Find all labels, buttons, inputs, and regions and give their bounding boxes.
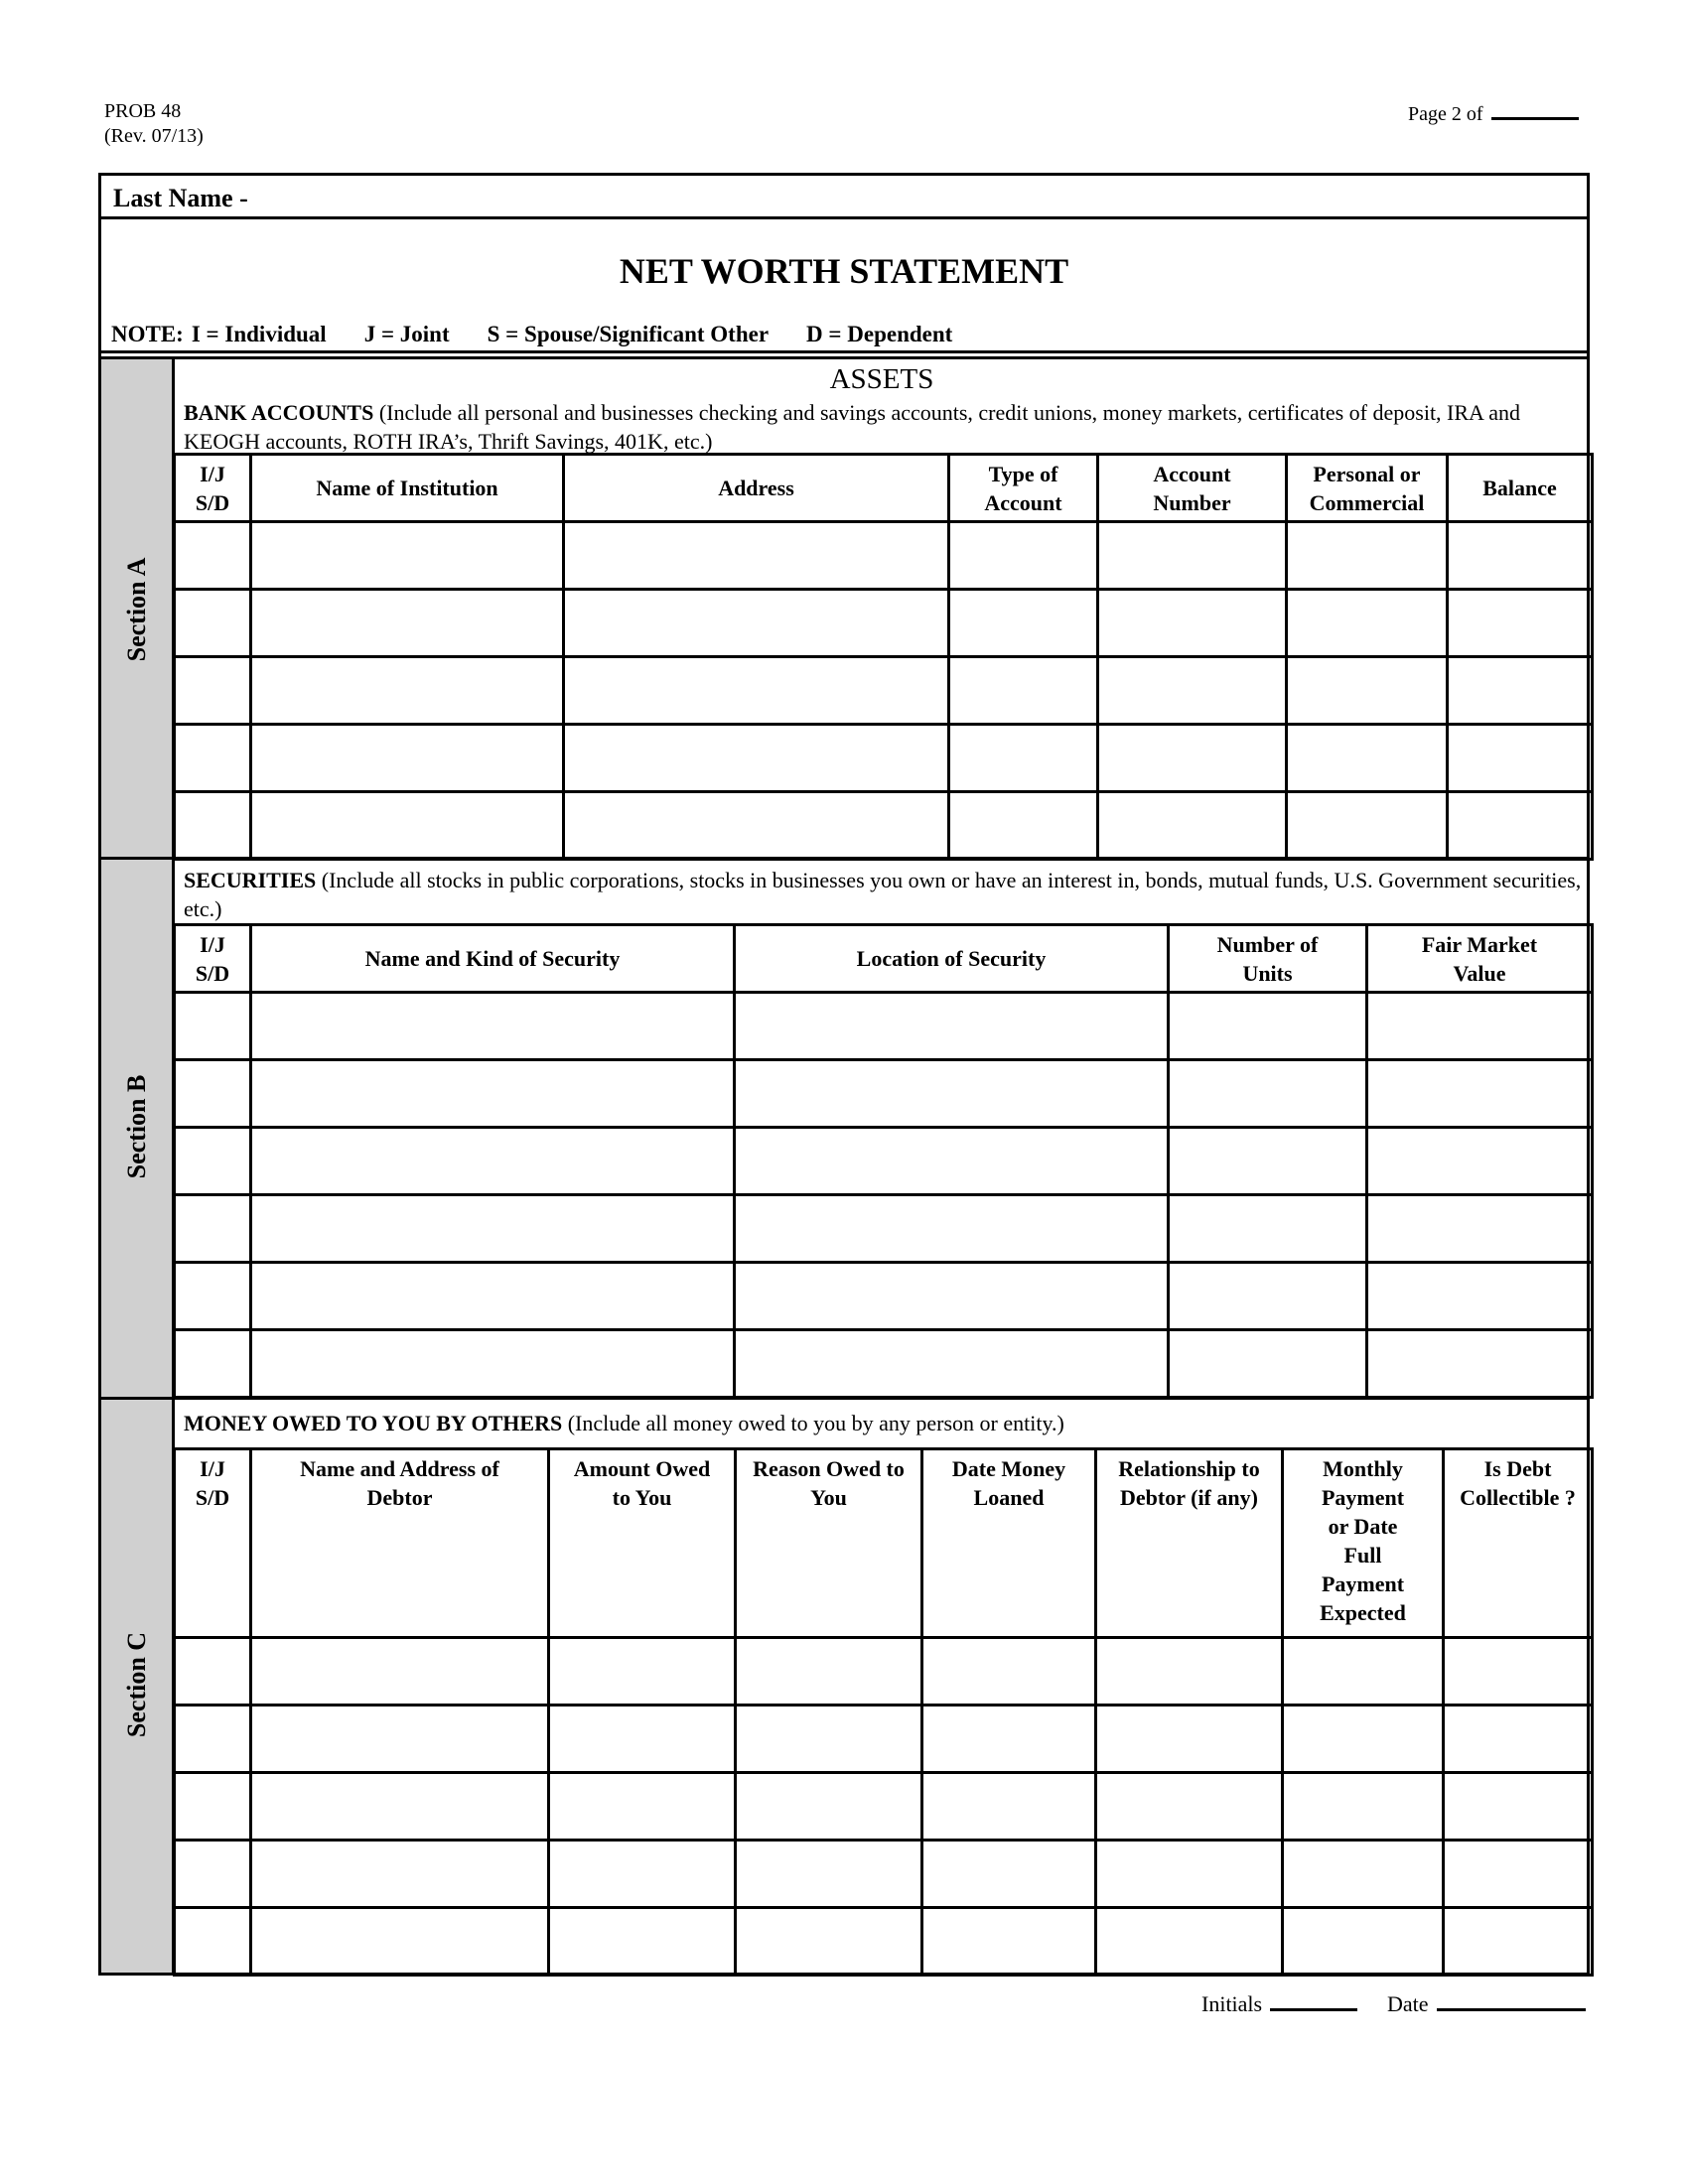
cell[interactable]: [251, 1841, 549, 1908]
table-row: [175, 1841, 1593, 1908]
cell[interactable]: [1367, 993, 1593, 1060]
cell[interactable]: [1096, 1706, 1283, 1773]
table-row: [175, 522, 1593, 590]
assets-heading: ASSETS: [829, 363, 934, 395]
cell[interactable]: [175, 1330, 251, 1398]
table-row: [175, 1195, 1593, 1263]
cell[interactable]: [251, 993, 735, 1060]
cell[interactable]: [949, 657, 1098, 725]
cell[interactable]: [735, 1263, 1169, 1330]
col-amount-owed: Amount Owed to You: [549, 1449, 736, 1638]
table-row: [175, 1330, 1593, 1398]
cell[interactable]: [949, 590, 1098, 657]
cell[interactable]: [549, 1841, 736, 1908]
table-row: [175, 792, 1593, 860]
col-ijsd: I/J S/D: [175, 925, 251, 993]
last-name-label: Last Name -: [113, 184, 248, 212]
col-account-number: Account Number: [1098, 455, 1287, 522]
legend-note: [111, 322, 990, 347]
cell[interactable]: [564, 725, 949, 792]
cell[interactable]: [251, 1706, 549, 1773]
initials-field[interactable]: [1270, 1990, 1357, 2011]
cell[interactable]: [175, 725, 251, 792]
section-c-intro: [184, 1409, 1584, 1437]
section-a-heading: BANK ACCOUNTS: [184, 400, 374, 425]
section-c-label: Section C: [122, 1631, 151, 1738]
cell[interactable]: [1096, 1638, 1283, 1706]
table-header-row: [175, 925, 1593, 993]
date-block: [1387, 1990, 1586, 2017]
legend-item: S = Spouse/Significant Other: [487, 322, 770, 346]
table-row: [175, 725, 1593, 792]
table-header-row: [175, 1449, 1593, 1638]
divider: [98, 216, 1590, 219]
section-b-instructions: (Include all stocks in public corporations, stocks in businesses you own or have an interest in, bonds, mutual funds, U.S. Government securities, etc.): [184, 868, 1582, 921]
legend-item: I = Individual: [191, 322, 327, 346]
cell[interactable]: [736, 1638, 922, 1706]
table-row: [175, 1128, 1593, 1195]
cell[interactable]: [549, 1773, 736, 1841]
cell[interactable]: [251, 590, 564, 657]
cell[interactable]: [175, 657, 251, 725]
cell[interactable]: [1098, 522, 1287, 590]
cell[interactable]: [564, 522, 949, 590]
table-row: [175, 1060, 1593, 1128]
cell[interactable]: [1444, 1841, 1593, 1908]
cell[interactable]: [1367, 1128, 1593, 1195]
cell[interactable]: [251, 1263, 735, 1330]
table-row: [175, 1263, 1593, 1330]
cell[interactable]: [735, 1060, 1169, 1128]
cell[interactable]: [1098, 590, 1287, 657]
cell[interactable]: [251, 1195, 735, 1263]
table-row: [175, 993, 1593, 1060]
cell[interactable]: [175, 590, 251, 657]
cell[interactable]: [251, 725, 564, 792]
cell[interactable]: [1287, 522, 1448, 590]
section-b-intro: [184, 866, 1584, 923]
cell[interactable]: [1448, 590, 1593, 657]
cell[interactable]: [175, 1195, 251, 1263]
col-address: Address: [564, 455, 949, 522]
cell[interactable]: [922, 1773, 1096, 1841]
col-debt-collectible: Is Debt Collectible ?: [1444, 1449, 1593, 1638]
total-pages-field[interactable]: [1491, 99, 1579, 120]
cell[interactable]: [1169, 1263, 1367, 1330]
cell[interactable]: [251, 1128, 735, 1195]
cell[interactable]: [1098, 792, 1287, 860]
cell[interactable]: [1169, 1195, 1367, 1263]
cell[interactable]: [922, 1706, 1096, 1773]
cell[interactable]: [922, 1841, 1096, 1908]
cell[interactable]: [1448, 657, 1593, 725]
section-a-instructions: (Include all personal and businesses checking and savings accounts, credit unions, money markets, certificates of deposit, IRA and KEOGH accounts, ROTH IRA’s, Thrift Savings, 401K, etc.): [184, 400, 1520, 454]
last-name-field[interactable]: [288, 179, 1579, 214]
cell[interactable]: [1444, 1638, 1593, 1706]
cell[interactable]: [175, 1841, 251, 1908]
date-field[interactable]: [1437, 1990, 1586, 2011]
cell[interactable]: [251, 1908, 549, 1976]
cell[interactable]: [251, 1638, 549, 1706]
page-title: NET WORTH STATEMENT: [619, 251, 1069, 291]
bank-accounts-table: [173, 453, 1594, 861]
col-fair-market-value: Fair Market Value: [1367, 925, 1593, 993]
cell[interactable]: [735, 1128, 1169, 1195]
cell[interactable]: [1096, 1908, 1283, 1976]
cell[interactable]: [735, 1195, 1169, 1263]
cell[interactable]: [949, 792, 1098, 860]
cell[interactable]: [922, 1908, 1096, 1976]
section-a-label: Section A: [122, 557, 151, 662]
section-b-heading: SECURITIES: [184, 868, 317, 892]
cell[interactable]: [251, 792, 564, 860]
cell[interactable]: [175, 1908, 251, 1976]
securities-table: [173, 923, 1594, 1399]
col-debtor-name-address: Name and Address of Debtor: [251, 1449, 549, 1638]
cell[interactable]: [1367, 1330, 1593, 1398]
table-row: [175, 1638, 1593, 1706]
cell[interactable]: [1096, 1773, 1283, 1841]
money-owed-table: [173, 1447, 1594, 1977]
section-a-intro: [184, 398, 1584, 456]
cell[interactable]: [1287, 725, 1448, 792]
col-ijsd: I/J S/D: [175, 1449, 251, 1638]
cell[interactable]: [736, 1841, 922, 1908]
col-number-of-units: Number of Units: [1169, 925, 1367, 993]
cell[interactable]: [549, 1908, 736, 1976]
section-c-instructions: (Include all money owed to you by any person or entity.): [562, 1411, 1064, 1435]
cell[interactable]: [175, 792, 251, 860]
col-institution-name: Name of Institution: [251, 455, 564, 522]
table-header-row: [175, 455, 1593, 522]
cell[interactable]: [1444, 1773, 1593, 1841]
cell[interactable]: [1169, 1128, 1367, 1195]
cell[interactable]: [1283, 1841, 1444, 1908]
col-reason-owed: Reason Owed to You: [736, 1449, 922, 1638]
table-row: [175, 657, 1593, 725]
form-revision: (Rev. 07/13): [104, 125, 204, 147]
cell[interactable]: [1448, 522, 1593, 590]
col-security-location: Location of Security: [735, 925, 1169, 993]
cell[interactable]: [1283, 1773, 1444, 1841]
cell[interactable]: [564, 590, 949, 657]
form-id-block: [104, 99, 204, 149]
cell[interactable]: [175, 993, 251, 1060]
cell[interactable]: [251, 1330, 735, 1398]
cell[interactable]: [1448, 725, 1593, 792]
col-security-name: Name and Kind of Security: [251, 925, 735, 993]
cell[interactable]: [1283, 1638, 1444, 1706]
cell[interactable]: [251, 657, 564, 725]
date-label: Date: [1387, 1991, 1429, 2016]
form-id: PROB 48: [104, 100, 182, 122]
cell[interactable]: [1169, 1330, 1367, 1398]
divider: [98, 350, 1590, 353]
col-ijsd: I/J S/D: [175, 455, 251, 522]
cell[interactable]: [1096, 1841, 1283, 1908]
cell[interactable]: [1098, 725, 1287, 792]
cell[interactable]: [1444, 1908, 1593, 1976]
cell[interactable]: [1098, 657, 1287, 725]
col-personal-commercial: Personal or Commercial: [1287, 455, 1448, 522]
cell[interactable]: [251, 522, 564, 590]
cell[interactable]: [1367, 1195, 1593, 1263]
cell[interactable]: [922, 1638, 1096, 1706]
cell[interactable]: [1367, 1060, 1593, 1128]
cell[interactable]: [175, 1706, 251, 1773]
cell[interactable]: [1287, 792, 1448, 860]
cell[interactable]: [549, 1706, 736, 1773]
cell[interactable]: [549, 1638, 736, 1706]
cell[interactable]: [564, 792, 949, 860]
col-date-loaned: Date Money Loaned: [922, 1449, 1096, 1638]
cell[interactable]: [175, 1060, 251, 1128]
divider: [98, 356, 1590, 359]
col-relationship: Relationship to Debtor (if any): [1096, 1449, 1283, 1638]
section-c-heading: MONEY OWED TO YOU BY OTHERS: [184, 1411, 563, 1435]
cell[interactable]: [1169, 993, 1367, 1060]
col-account-type: Type of Account: [949, 455, 1098, 522]
cell[interactable]: [1169, 1060, 1367, 1128]
cell[interactable]: [949, 522, 1098, 590]
legend-prefix: NOTE:: [111, 322, 184, 346]
cell[interactable]: [251, 1773, 549, 1841]
cell[interactable]: [1287, 657, 1448, 725]
cell[interactable]: [736, 1908, 922, 1976]
cell[interactable]: [736, 1773, 922, 1841]
initials-block: [1201, 1990, 1357, 2017]
cell[interactable]: [175, 1773, 251, 1841]
page-label: Page 2 of: [1408, 103, 1483, 125]
cell[interactable]: [949, 725, 1098, 792]
cell[interactable]: [175, 1128, 251, 1195]
col-payment-expected: Monthly Payment or Date Full Payment Expected: [1283, 1449, 1444, 1638]
cell[interactable]: [1448, 792, 1593, 860]
table-row: [175, 1706, 1593, 1773]
cell[interactable]: [175, 522, 251, 590]
cell[interactable]: [175, 1263, 251, 1330]
legend-item: J = Joint: [363, 322, 450, 346]
table-row: [175, 1773, 1593, 1841]
cell[interactable]: [735, 993, 1169, 1060]
cell[interactable]: [1283, 1908, 1444, 1976]
cell[interactable]: [251, 1060, 735, 1128]
table-row: [175, 1908, 1593, 1976]
cell[interactable]: [1287, 590, 1448, 657]
legend-item: D = Dependent: [806, 322, 953, 346]
cell[interactable]: [1283, 1706, 1444, 1773]
cell[interactable]: [564, 657, 949, 725]
cell[interactable]: [1444, 1706, 1593, 1773]
cell[interactable]: [736, 1706, 922, 1773]
initials-label: Initials: [1201, 1991, 1263, 2016]
section-b-label: Section B: [122, 1074, 151, 1179]
col-balance: Balance: [1448, 455, 1593, 522]
cell[interactable]: [735, 1330, 1169, 1398]
cell[interactable]: [175, 1638, 251, 1706]
cell[interactable]: [1367, 1263, 1593, 1330]
page-number: [1408, 99, 1579, 127]
table-row: [175, 590, 1593, 657]
